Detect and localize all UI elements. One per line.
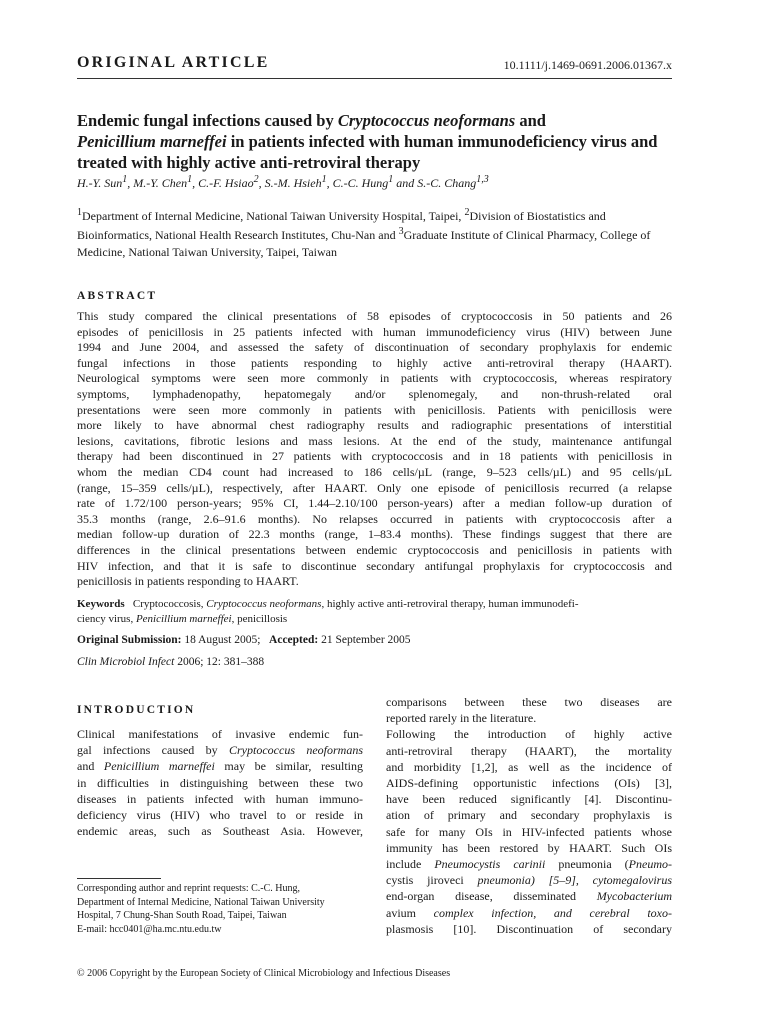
species-name: Penicillium marneffei (103, 759, 215, 774)
text-line (386, 791, 672, 807)
footnote-line: Hospital, 7 Chung-Shan South Road, Taipei, Taiwan (77, 910, 287, 922)
author-separator: , (192, 176, 199, 190)
text-line (77, 742, 363, 758)
text-line (386, 726, 672, 742)
abstract-line: HIV infection, and that it is safe to discontinue secondary antifungal prophylaxis for cryptococcosis and (77, 558, 672, 573)
footnote-line: E-mail: hcc0401@ha.mc.ntu.edu.tw (77, 923, 222, 935)
keyword-species: Penicillium marneffei (135, 613, 232, 625)
keywords (77, 597, 672, 627)
submitted-date: 18 August 2005; (181, 634, 261, 646)
accepted-label: Accepted: (269, 634, 319, 646)
title-part-1: Endemic fungal infections caused by (77, 111, 338, 130)
doi-link[interactable]: 10.1111/j.1469-0691.2006.01367.x (503, 58, 672, 72)
text-segment: safe for many OIs in HIV-infected patients whose (386, 824, 672, 839)
text-segment: end-organ disease, disseminated (386, 889, 597, 904)
submitted-label: Original Submission: (77, 634, 182, 646)
abstract-line: therapy had been discontinued in 27 patients with cryptococcosis and in 18 patients with penicillosis in (77, 449, 672, 464)
text-segment: Clinical manifestations of invasive endemic fun- (77, 727, 363, 741)
abstract-line: 35.3 months (range, 2.6–91.6 months). No relapses occurred in patients with cryptococcosis after a (77, 511, 672, 526)
text-line (386, 775, 672, 791)
abstract-line: median follow-up duration of 22.3 months (range, 1–83.4 months). These findings suggest that there are (77, 527, 672, 542)
text-segment: comparisons between these two diseases are (386, 695, 672, 709)
footnote-line: Department of Internal Medicine, National Taiwan University (77, 896, 325, 908)
text-segment: deficiency virus (HIV) who travel to or reside in (77, 808, 363, 823)
abstract-line: penicillosis in patients responding to HAART. (77, 574, 299, 589)
text-line (386, 921, 672, 937)
journal-name: Clin Microbiol Infect (77, 656, 175, 668)
text-segment: anti-retroviral therapy (HAART), the mortality (386, 743, 672, 758)
abstract-line: symptoms, lymphadenopathy, hepatomegaly and/or splenomegaly, and non-thrush-related oral (77, 386, 672, 401)
text-line (386, 710, 672, 726)
text-segment: have been reduced significantly [4]. Discontinu- (386, 792, 672, 807)
author-affiliation-sup: 1,3 (476, 174, 489, 185)
accepted-date: 21 September 2005 (318, 634, 411, 646)
text-segment: AIDS-defining opportunistic infections (OIs) [3], (386, 776, 672, 791)
citation (77, 656, 264, 668)
text-line (386, 807, 672, 823)
article-title (77, 110, 677, 173)
text-segment: in difficulties in distinguishing between these two (77, 775, 363, 790)
text-segment: include (386, 857, 435, 872)
title-part-3: in patients infected with human immunodeficiency virus and treated with highly active anti-retroviral therapy (77, 132, 658, 172)
keyword-text: Cryptococcosis, (132, 598, 207, 610)
keyword-species: Cryptococcus neoformans (206, 598, 322, 610)
text-segment: Following the introduction of highly active (386, 727, 672, 742)
author-affiliation-sup: 1 (388, 174, 394, 185)
species-name: Pneumo- (628, 857, 672, 872)
abstract-line: more likely to have abnormal chest radiography results and radiographic presentations of interstitial (77, 418, 672, 433)
text-segment: may be similar, resulting (214, 759, 364, 774)
text-segment: and (77, 759, 104, 774)
text-line (77, 726, 363, 742)
introduction-right-column (386, 694, 672, 937)
affil-sup-1: 1 (77, 207, 82, 218)
affil-sup-2: 2 (464, 207, 470, 218)
abstract-line: rate of 1.72/100 person-years; 95% CI, 1.44–2.10/100 person-years) after a median follow-up duration of (77, 496, 672, 511)
text-segment: pneumonia ( (545, 857, 629, 872)
abstract-line: fungal infections in those patients responding to highly active anti-retroviral therapy (HAART). (77, 355, 672, 370)
text-segment: gal infections caused by (77, 743, 229, 758)
corresponding-author-footnote (77, 882, 367, 936)
title-species-2: Penicillium marneffei (77, 132, 227, 151)
author-name: M.-Y. Chen (133, 176, 188, 190)
species-name: Cryptococcus neoformans (229, 743, 363, 758)
abstract-line: presentations were seen more commonly in patients with penicillosis. Patients with penicillosis were (77, 402, 672, 417)
text-segment: reported rarely in the literature. (386, 711, 537, 726)
text-line (386, 856, 672, 872)
species-name: complex infection, and cerebral toxo- (416, 905, 672, 920)
abstract-line: differences in the clinical presentations between endemic cryptococcosis and penicillosis in patients with (77, 542, 672, 557)
abstract-line: episodes of penicillosis in 25 patients infected with human immunodeficiency virus (HIV) between June (77, 324, 672, 339)
author-affiliation-sup: 1 (122, 174, 128, 185)
text-line (386, 840, 672, 856)
text-segment: endemic areas, such as Southeast Asia. However, (77, 824, 363, 839)
author-separator: , (258, 176, 265, 190)
abstract-line: whom the median CD4 count had increased to 186 cells/µL (range, 9–523 cells/µL) and 95 cells/µL (77, 464, 672, 479)
footnote-divider (77, 878, 161, 879)
text-line (77, 758, 363, 774)
text-line (386, 694, 672, 710)
text-line (386, 905, 672, 921)
text-segment: plasmosis [10]. Discontinuation of secondary (386, 921, 672, 936)
section-label: ORIGINAL ARTICLE (77, 54, 270, 71)
species-name: Pneumocystis carinii (434, 857, 546, 872)
keyword-text: , highly active anti-retroviral therapy, human immunodefi- (321, 598, 579, 610)
affil-1: Department of Internal Medicine, National Taiwan University Hospital, Taipei, (82, 209, 465, 223)
author-name: C.-F. Hsiao (198, 176, 254, 190)
abstract-body (77, 309, 672, 590)
abstract-line: (range, 15–359 cells/µL), respectively, after HAART. Only one episode of penicillosis recurred (a relapse (77, 480, 672, 495)
keyword-text: , penicillosis (231, 613, 288, 625)
text-line (77, 823, 363, 839)
species-name: Mycobacterium (596, 889, 672, 904)
author-affiliation-sup: 2 (253, 174, 259, 185)
affiliations (77, 205, 677, 260)
text-segment: cystis jiroveci (386, 873, 464, 888)
header-divider (77, 78, 672, 79)
submission-dates (77, 634, 411, 646)
author-name: C.-C. Hung (332, 176, 389, 190)
text-segment: immunity has been restored by HAART. Such OIs (386, 840, 672, 855)
affil-sup-3: 3 (398, 226, 404, 238)
title-part-2: and (515, 111, 546, 130)
abstract-line: This study compared the clinical presentations of 58 episodes of cryptococcosis in 50 patients and 26 (77, 309, 672, 323)
text-segment: ation of primary and secondary prophylaxis is (386, 808, 672, 823)
keywords-label: Keywords (77, 598, 125, 610)
introduction-heading: INTRODUCTION (77, 704, 196, 716)
author-name: S.-C. Chang (417, 176, 477, 190)
affil-3: Graduate Institute of Clinical Pharmacy, College of Medicine, National Taiwan University, Taipei, Taiwan (77, 228, 651, 259)
introduction-left-column (77, 726, 363, 839)
author-affiliation-sup: 1 (187, 174, 193, 185)
keyword-text: ciency virus, (77, 613, 136, 625)
abstract-line: lesions, cavitations, fibrotic lesions and mass lesions. At the end of the study, maintenance antifungal (77, 433, 672, 448)
text-segment: diseases in patients infected with human immuno- (77, 791, 363, 806)
author-list (77, 174, 677, 191)
text-line (77, 791, 363, 807)
text-line (386, 824, 672, 840)
abstract-line: 1994 and June 2004, and assessed the safety of discontinuation of secondary prophylaxis for endemic (77, 340, 672, 355)
author-separator: , (127, 176, 134, 190)
author-separator: and (393, 176, 418, 190)
abstract-line: Neurological symptoms were seen more commonly in patients with cryptococcosis, whereas respiratory (77, 371, 672, 386)
text-line (77, 775, 363, 791)
copyright-notice: © 2006 Copyright by the European Society of Clinical Microbiology and Infectious Diseases (77, 968, 451, 979)
author-separator: , (326, 176, 333, 190)
text-segment: avium (386, 905, 416, 920)
text-line (386, 888, 672, 904)
affil-2: Division of Biostatistics and Bioinformatics, National Health Research Institutes, Chu-Nan and (77, 209, 606, 243)
species-name: pneumonia) [5–9], cytomegalovirus (463, 873, 672, 888)
text-line (77, 807, 363, 823)
footnote-line: Corresponding author and reprint requests: C.-C. Hung, (77, 883, 301, 894)
author-name: S.-M. Hsieh (264, 176, 322, 190)
citation-details: 2006; 12: 381–388 (174, 656, 265, 668)
text-line (386, 743, 672, 759)
author-affiliation-sup: 1 (321, 174, 327, 185)
text-line (386, 759, 672, 775)
text-segment: and morbidity [1,2], as well as the incidence of (386, 759, 672, 774)
abstract-heading: ABSTRACT (77, 290, 158, 302)
author-name: H.-Y. Sun (77, 176, 123, 190)
text-line (386, 872, 672, 888)
title-species-1: Cryptococcus neoformans (337, 111, 516, 130)
